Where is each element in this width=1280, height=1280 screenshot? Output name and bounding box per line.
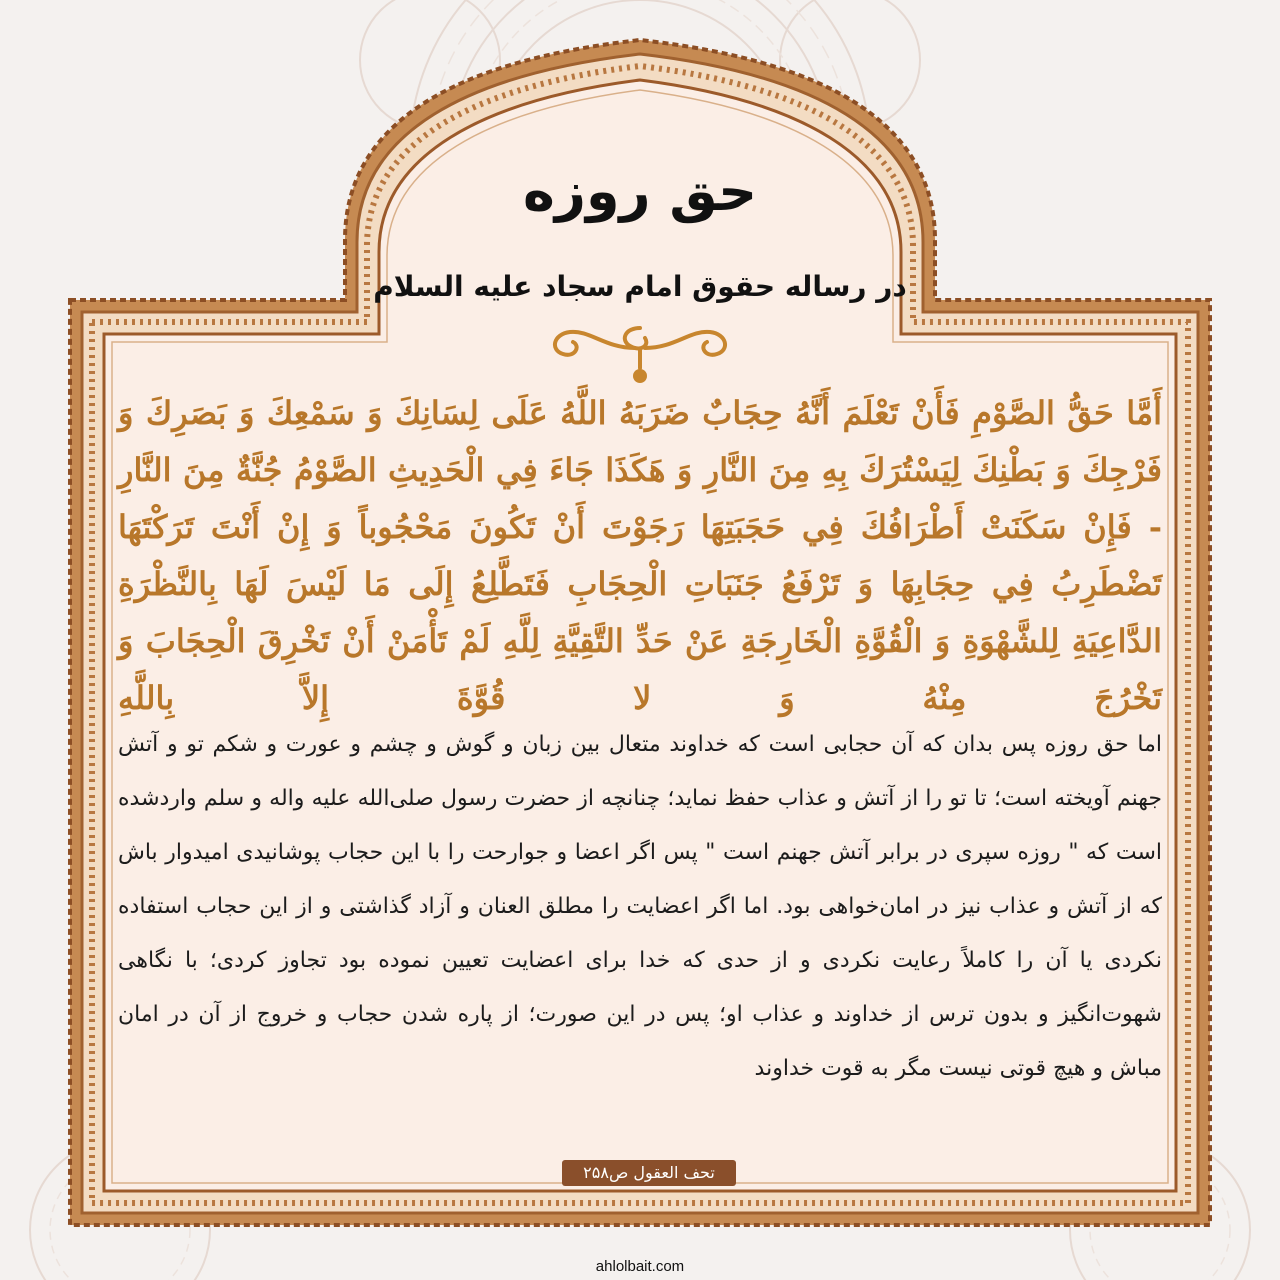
- page-title: حق روزه: [522, 160, 757, 223]
- arabic-hadith-text: أَمَّا حَقُّ الصَّوْمِ فَأَنْ تَعْلَمَ أَنَّهُ حِجَابٌ ضَرَبَهُ اللَّهُ عَلَى لِسَانِكَ وَ سَمْعِكَ وَ بَصَرِكَ وَ فَرْجِكَ وَ بَطْنِكَ لِيَسْتُرَكَ بِهِ مِنَ النَّارِ وَ هَكَذَا جَاءَ فِي الْحَدِيثِ الصَّوْمُ جُنَّةٌ مِنَ النَّارِ - فَإِنْ سَكَنَتْ أَطْرَافُكَ فِي حَجَبَتِهَا رَجَوْتَ أَنْ تَكُونَ مَحْجُوباً وَ إِنْ أَنْتَ تَرَكْتَهَا تَضْطَرِبُ فِي حِجَابِهَا وَ تَرْفَعُ جَنَبَاتِ الْحِجَابِ فَتَطَّلِعُ إِلَى مَا لَيْسَ لَهَا بِالنَّظْرَةِ الدَّاعِيَةِ لِلشَّهْوَةِ وَ الْقُوَّةِ الْخَارِجَةِ عَنْ حَدِّ التَّقِيَّةِ لِلَّهِ لَمْ تَأْمَنْ أَنْ تَخْرِقَ الْحِجَابَ وَ تَخْرُجَ مِنْهُ وَ لا قُوَّةَ إِلاَّ بِاللَّهِ: [118, 394, 1162, 717]
- swirl-ornament-icon: [535, 318, 745, 388]
- persian-translation-text: اما حق روزه پس بدان که آن حجابی است که خداوند متعال بین زبان و گوش و چشم و عورت و شکم تو و آتش جهنم آویخته است؛ تا تو را از آتش و عذاب حفظ نماید؛ چنانچه از حضرت رسول صلی‌الله علیه واله و سلم واردشده است که " روزه سپری در برابر آتش جهنم است " پس اگر اعضا و جوارحت را با این حجاب پوشانیدی امیدوار باش که از آتش و عذاب نیز در امان‌خواهی بود. اما اگر اعضایت را مطلق العنان و آزاد گذاشتی و از این حجاب استفاده نکردی یا آن را کاملاً رعایت نکردی و از حدی که خدا برای اعضایت تعیین نموده بود تجاوز کردی؛ با نگاهی شهوت‌انگیز و بدون ترس از خداوند و عذاب او؛ پس در این صورت؛ از پاره شدن حجاب و خروج از آن در امان مباش و هیچ قوتی نیست مگر به قوت خداوند: [118, 732, 1162, 1081]
- page-subtitle: در رساله حقوق امام سجاد علیه السلام: [373, 270, 907, 303]
- source-badge: تحف العقول ص۲۵۸: [562, 1160, 736, 1186]
- website-footer: ahlolbait.com: [595, 1258, 685, 1275]
